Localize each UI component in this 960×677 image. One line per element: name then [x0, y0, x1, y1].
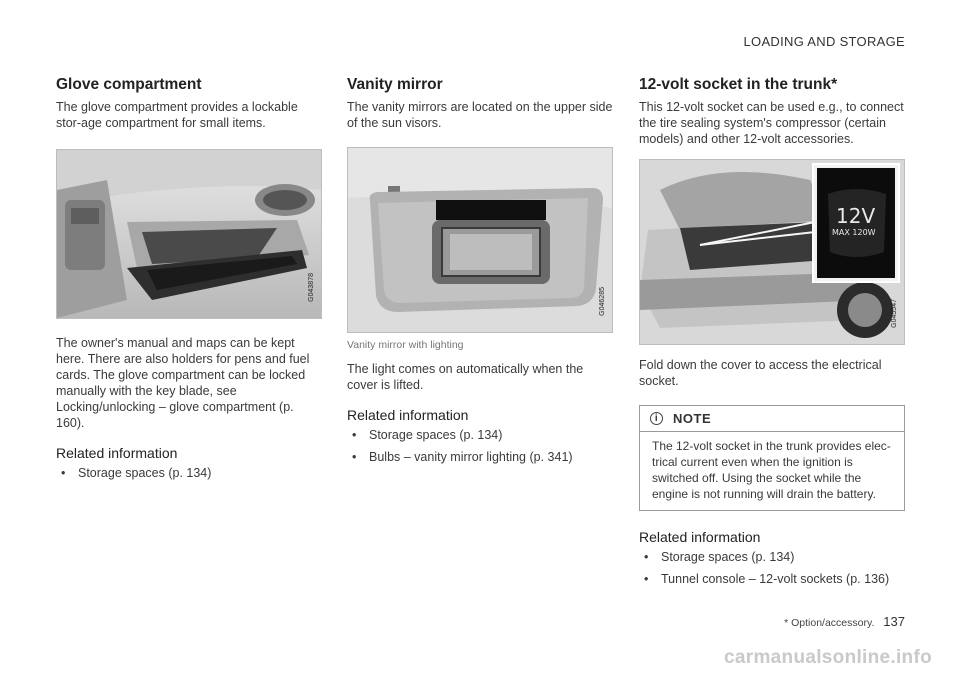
image-code: G045547 [891, 299, 898, 328]
note-text: The 12-volt socket in the trunk provides elec-trical current even when the ignition is switched off. Using the socket while the engine is not running will drain the battery. [652, 439, 891, 501]
glove-compartment-icon [57, 150, 321, 318]
related-heading: Related information [347, 407, 469, 423]
related-link[interactable]: • Storage spaces (p. 134) [639, 549, 905, 565]
footnote: * Option/accessory. [784, 617, 875, 629]
vanity-mirror-section [347, 76, 613, 471]
socket-sublabel: MAX 120W [832, 228, 876, 237]
info-icon: i [650, 412, 663, 425]
page-number: 137 [883, 614, 905, 629]
intro-text: The vanity mirrors are located on the upper side of the sun visors. [347, 100, 613, 130]
intro-text: This 12-volt socket can be used e.g., to connect the tire sealing system's compressor (certain models) and other 12-volt accessories. [639, 100, 904, 146]
related-link[interactable]: • Bulbs – vanity mirror lighting (p. 341) [347, 449, 613, 465]
body-text: The light comes on automatically when the cover is lifted. [347, 362, 584, 392]
vanity-mirror-figure [347, 147, 613, 333]
related-heading: Related information [56, 445, 178, 461]
trunk-socket-icon [640, 160, 904, 344]
body-text: Fold down the cover to access the electrical socket. [639, 358, 882, 388]
image-code: G043878 [308, 273, 315, 302]
related-list [639, 549, 905, 587]
note-header [640, 406, 904, 432]
section-title: Vanity mirror [347, 76, 443, 93]
related-link[interactable]: • Storage spaces (p. 134) [56, 465, 322, 481]
figure-caption: Vanity mirror with lighting [347, 339, 464, 351]
glove-compartment-section [56, 76, 322, 487]
section-header: LOADING AND STORAGE [743, 34, 905, 49]
section-title: Glove compartment [56, 76, 202, 93]
related-list [56, 465, 322, 481]
body-text: The owner's manual and maps can be kept here. There are also holders for pens and fuel cards. The glove compartment can be locked manually with the key blade, see Locking/unlocking – glove compartment (p. 160). [56, 336, 310, 430]
image-code: G046285 [599, 287, 606, 316]
socket-label: 12V [836, 204, 876, 228]
vanity-mirror-icon [348, 148, 612, 332]
related-heading: Related information [639, 529, 761, 545]
intro-text: The glove compartment provides a lockable stor-age compartment for small items. [56, 100, 298, 130]
page-footer [784, 614, 905, 629]
note-box [639, 405, 905, 511]
related-list [347, 427, 613, 465]
related-link[interactable]: • Tunnel console – 12-volt sockets (p. 136) [639, 571, 905, 587]
related-link[interactable]: • Storage spaces (p. 134) [347, 427, 613, 443]
trunk-socket-figure [639, 159, 905, 345]
glove-compartment-figure [56, 149, 322, 319]
watermark: carmanualsonline.info [724, 647, 932, 668]
trunk-socket-section [639, 76, 905, 593]
note-heading: NOTE [673, 411, 712, 426]
section-title: 12-volt socket in the trunk* [639, 76, 838, 93]
